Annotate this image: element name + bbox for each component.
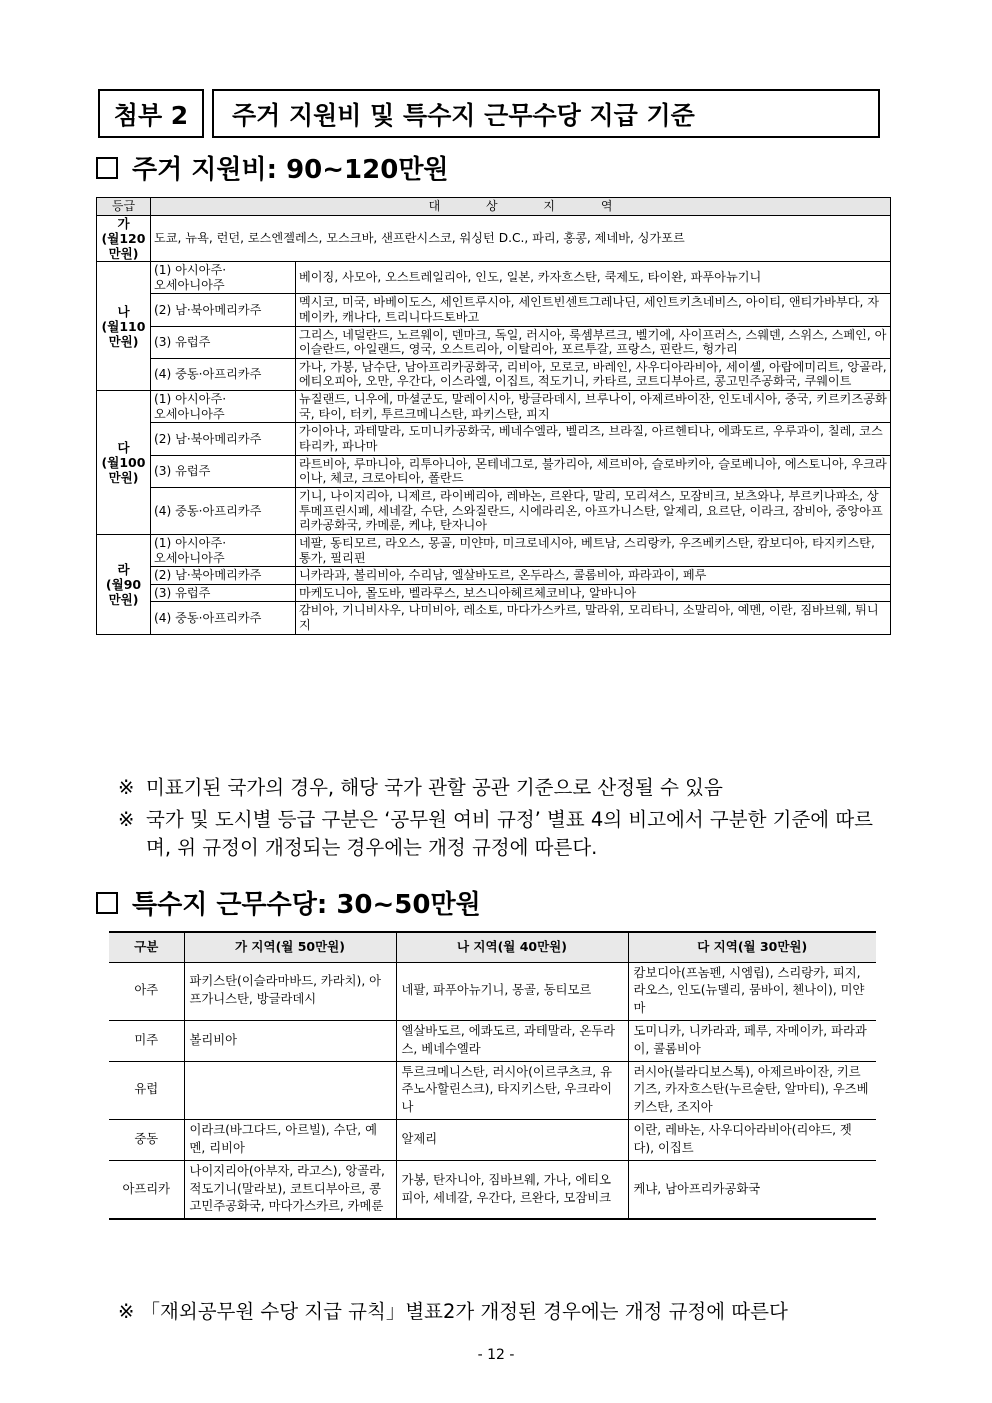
countries-cell: 뉴질랜드, 니우에, 마셜군도, 말레이시아, 방글라데시, 브루나이, 아제르바이잔, 인도네시아, 중국, 키르키즈공화국, 타이, 터키, 투르크메니스탄, 파키스탄, 피지 [296, 391, 891, 423]
countries-cell: 나이지리아(아부자, 라고스), 앙골라, 적도기니(말라보), 코트디부아르, 콩고민주공화국, 마다가스카르, 카메룬 [184, 1160, 396, 1219]
countries-cell: 엘살바도르, 에콰도르, 과테말라, 온두라스, 베네수엘라 [396, 1020, 628, 1061]
column-header: 나 지역(월 40만원) [396, 932, 628, 962]
housing-note-1 [118, 773, 723, 802]
cities-cell: 도쿄, 뉴욕, 런던, 로스엔젤레스, 모스크바, 샌프란시스코, 워싱턴 D.C., 파리, 홍콩, 제네바, 싱가포르 [151, 216, 891, 262]
table-row [97, 326, 891, 358]
countries-cell: 감비아, 기니비사우, 나미비아, 레소토, 마다가스카르, 말라위, 모리타니, 소말리아, 예멘, 이란, 짐바브웨, 튀니지 [296, 602, 891, 634]
note-mark: ※ [118, 808, 135, 831]
region-cell: (2) 남·북아메리카주 [151, 567, 296, 585]
continent-cell: 미주 [109, 1020, 184, 1061]
table-row [97, 487, 891, 534]
housing-note-2 [118, 806, 883, 863]
countries-cell: 라트비아, 루마니아, 리투아니아, 몬테네그로, 불가리아, 세르비아, 슬로바키아, 슬로베니아, 에스토니아, 우크라이나, 체코, 크로아티아, 폴란드 [296, 455, 891, 487]
table-row [97, 294, 891, 326]
region-cell: (4) 중동·아프리카주 [151, 602, 296, 634]
countries-cell: 이라크(바그다드, 아르빌), 수단, 예멘, 리비아 [184, 1120, 396, 1161]
note-text: 「재외공무원 수당 지급 규칙」별표2가 개정된 경우에는 개정 규정에 따른다 [140, 1300, 788, 1323]
table-row [109, 1160, 876, 1219]
table-row [97, 534, 891, 566]
column-header: 구분 [109, 932, 184, 962]
checkbox-square-icon [96, 157, 118, 179]
header [98, 89, 880, 138]
region-cell: (3) 유럽주 [151, 584, 296, 602]
note-text: 국가 및 도시별 등급 구분은 ‘공무원 여비 규정’ 별표 4의 비고에서 구분한 기준에 따르며, 위 규정이 개정되는 경우에는 개정 규정에 따른다. [146, 808, 874, 860]
page-number: - 12 - [477, 1347, 515, 1363]
region-cell: (2) 남·북아메리카주 [151, 294, 296, 326]
continent-cell: 아주 [109, 962, 184, 1020]
table-row [97, 358, 891, 390]
table-row [97, 455, 891, 487]
region-cell: (3) 유럽주 [151, 455, 296, 487]
continent-cell: 유럽 [109, 1061, 184, 1119]
table-row [109, 962, 876, 1020]
section-allowance-title [96, 884, 481, 921]
countries-cell: 멕시코, 미국, 바베이도스, 세인트루시아, 세인트빈센트그레나딘, 세인트키츠네비스, 아이티, 앤티가바부다, 자메이카, 캐나다, 트리니다드토바고 [296, 294, 891, 326]
countries-cell: 도미니카, 니카라과, 페루, 자메이카, 파라과이, 콜롬비아 [628, 1020, 876, 1061]
section-title-text: 주거 지원비: 90~120만원 [132, 155, 449, 185]
countries-cell: 가봉, 탄자니아, 짐바브웨, 가나, 에티오피아, 세네갈, 우간다, 르완다, 모잠비크 [396, 1160, 628, 1219]
region-cell: (3) 유럽주 [151, 326, 296, 358]
grade-cell: 나 (월110 만원) [97, 262, 151, 391]
column-header: 다 지역(월 30만원) [628, 932, 876, 962]
section-housing-title [96, 149, 449, 186]
table-row [109, 1120, 876, 1161]
table-row [97, 262, 891, 294]
countries-cell: 마케도니아, 몰도바, 벨라루스, 보스니아헤르체코비나, 알바니아 [296, 584, 891, 602]
countries-cell: 니카라과, 볼리비아, 수리남, 엘살바도르, 온두라스, 콜롬비아, 파라과이, 페루 [296, 567, 891, 585]
countries-cell: 볼리비아 [184, 1020, 396, 1061]
region-cell: (1) 아시아주· 오세아니아주 [151, 262, 296, 294]
checkbox-square-icon [96, 892, 118, 914]
allowance-table [109, 931, 876, 1220]
countries-cell: 기니, 나이지리아, 니제르, 라이베리아, 레바논, 르완다, 말리, 모리셔스, 모잠비크, 보츠와나, 부르키나파소, 상투메프린시페, 세네갈, 수단, 스와질란드, 시에라리온, 아프가니스탄, 알제리, 요르단, 이라크, 잠비아, 중앙아프리카공화국, 카메룬, 케냐, 탄자니아 [296, 487, 891, 534]
countries-cell: 러시아(블라디보스톡), 아제르바이잔, 키르기즈, 카자흐스탄(누르술탄, 알마티), 우즈베키스탄, 조지아 [628, 1061, 876, 1119]
grade-cell: 다 (월100 만원) [97, 391, 151, 535]
region-cell: (4) 중동·아프리카주 [151, 487, 296, 534]
table-row [97, 423, 891, 455]
region-cell: (2) 남·북아메리카주 [151, 423, 296, 455]
grade-header: 등급 [97, 198, 151, 216]
countries-cell: 케냐, 남아프리카공화국 [628, 1160, 876, 1219]
table-row [97, 602, 891, 634]
section-title-text: 특수지 근무수당: 30~50만원 [132, 890, 481, 920]
table-row [109, 1020, 876, 1061]
grade-cell: 가 (월120 만원) [97, 216, 151, 262]
countries-cell: 투르크메니스탄, 러시아(이르쿠츠크, 유주노사할린스크), 타지키스탄, 우크라이나 [396, 1061, 628, 1119]
note-text: 미표기된 국가의 경우, 해당 국가 관할 공관 기준으로 산정될 수 있음 [146, 776, 723, 799]
countries-cell: 베이징, 사모아, 오스트레일리아, 인도, 일본, 카자흐스탄, 쿡제도, 타이완, 파푸아뉴기니 [296, 262, 891, 294]
countries-cell [184, 1061, 396, 1119]
countries-cell: 네팔, 파푸아뉴기니, 몽골, 동티모르 [396, 962, 628, 1020]
table-row [109, 1061, 876, 1119]
table-row [97, 584, 891, 602]
table-row [97, 567, 891, 585]
note-mark: ※ [118, 1300, 135, 1323]
target-header: 대 상 지 역 [151, 198, 891, 216]
housing-table [96, 197, 891, 635]
countries-cell: 알제리 [396, 1120, 628, 1161]
region-cell: (1) 아시아주· 오세아니아주 [151, 534, 296, 566]
countries-cell: 가나, 가봉, 남수단, 남아프리카공화국, 리비아, 모로코, 바레인, 사우디아라비아, 세이셸, 아랍에미리트, 앙골라, 에티오피아, 오만, 우간다, 이스라엘, 이집트, 적도기니, 카타르, 코트디부아르, 콩고민주공화국, 쿠웨이트 [296, 358, 891, 390]
countries-cell: 이란, 레바논, 사우디아라비아(리야드, 젯다), 이집트 [628, 1120, 876, 1161]
countries-cell: 파키스탄(이슬라마바드, 카라치), 아프가니스탄, 방글라데시 [184, 962, 396, 1020]
table-row [97, 391, 891, 423]
table-row [97, 216, 891, 262]
allowance-note [118, 1296, 788, 1324]
column-header: 가 지역(월 50만원) [184, 932, 396, 962]
countries-cell: 그리스, 네덜란드, 노르웨이, 덴마크, 독일, 러시아, 룩셈부르크, 벨기에, 사이프러스, 스웨덴, 스위스, 스페인, 아이슬란드, 아일랜드, 영국, 오스트리아, 이탈리아, 포르투갈, 프랑스, 핀란드, 헝가리 [296, 326, 891, 358]
region-cell: (4) 중동·아프리카주 [151, 358, 296, 390]
continent-cell: 중동 [109, 1120, 184, 1161]
region-cell: (1) 아시아주· 오세아니아주 [151, 391, 296, 423]
note-mark: ※ [118, 776, 135, 799]
document-title: 주거 지원비 및 특수지 근무수당 지급 기준 [212, 89, 880, 138]
countries-cell: 네팔, 동티모르, 라오스, 몽골, 미얀마, 미크로네시아, 베트남, 스리랑카, 우즈베키스탄, 캄보디아, 타지키스탄, 통가, 필리핀 [296, 534, 891, 566]
countries-cell: 가이아나, 과테말라, 도미니카공화국, 베네수엘라, 벨리즈, 브라질, 아르헨티나, 에콰도르, 우루과이, 칠레, 코스타리카, 파나마 [296, 423, 891, 455]
grade-cell: 라 (월90 만원) [97, 534, 151, 634]
countries-cell: 캄보디아(프놈펜, 시엠립), 스리랑카, 피지, 라오스, 인도(뉴델리, 뭄바이, 첸나이), 미얀마 [628, 962, 876, 1020]
continent-cell: 아프리카 [109, 1160, 184, 1219]
attachment-label: 첨부 2 [98, 89, 204, 138]
